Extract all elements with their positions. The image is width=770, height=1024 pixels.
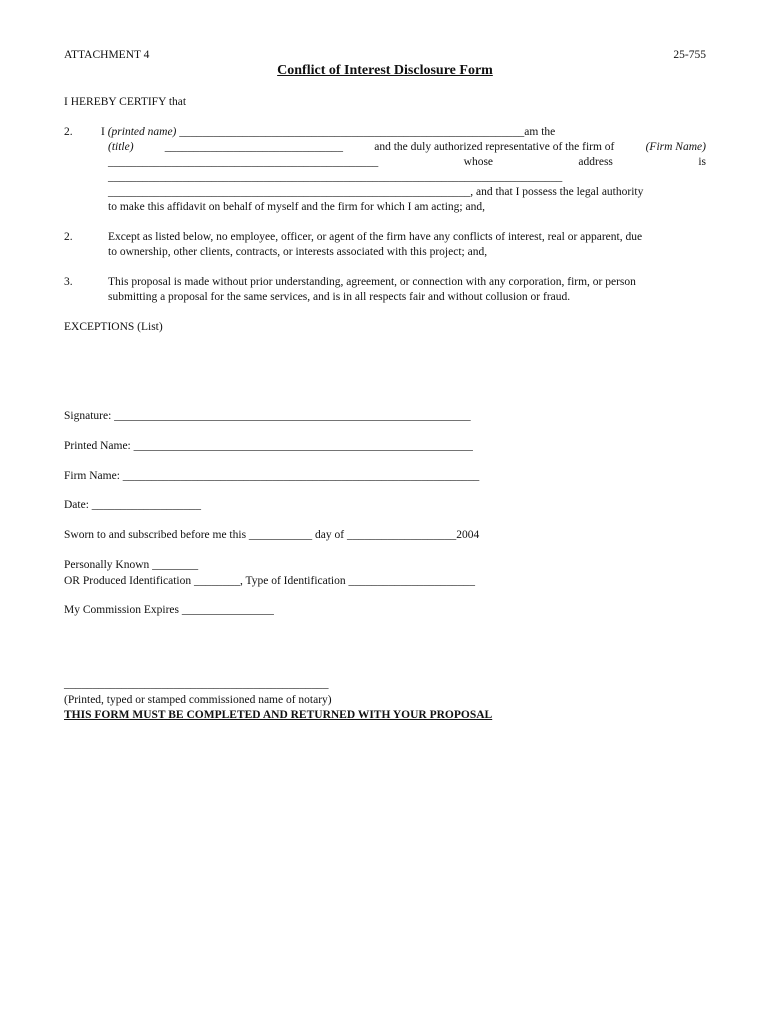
item-1-line-1: I (printed name) ____________________________________________________________am the xyxy=(101,126,556,138)
date-field[interactable]: Date: ___________________ xyxy=(64,499,202,511)
firm-name-field[interactable]: Firm Name: ______________________________________________________________ xyxy=(64,470,480,482)
notary-signature-line[interactable]: ______________________________________________ xyxy=(64,678,329,690)
personally-known-field[interactable]: Personally Known ________ xyxy=(64,559,199,571)
item-1-number: 2. xyxy=(64,126,73,138)
form-number: 25-755 xyxy=(673,49,706,61)
item-1-line-3: _______________________________________________ whose address is xyxy=(108,156,706,168)
item-3-line-2: submitting a proposal for the same services, and is in all respects fair and without collusion or fraud. xyxy=(108,291,571,303)
commission-expires-field[interactable]: My Commission Expires ________________ xyxy=(64,604,274,616)
exceptions-heading: EXCEPTIONS (List) xyxy=(64,321,163,333)
notary-caption: (Printed, typed or stamped commissioned name of notary) xyxy=(64,694,332,706)
item-2-line-1: Except as listed below, no employee, officer, or agent of the firm have any conflicts of interest, real or apparent, due xyxy=(108,231,643,243)
item-2-number: 2. xyxy=(64,231,73,243)
signature-field[interactable]: Signature: ______________________________________________________________ xyxy=(64,410,471,422)
item-2-line-2: to ownership, other clients, contracts, or interests associated with this project; and, xyxy=(108,246,488,258)
printed-name-field[interactable]: Printed Name: ___________________________________________________________ xyxy=(64,440,473,452)
footer-notice: THIS FORM MUST BE COMPLETED AND RETURNED WITH YOUR PROPOSAL xyxy=(64,709,493,721)
produced-identification-field[interactable]: OR Produced Identification ________, Type of Identification ______________________ xyxy=(64,575,476,587)
certify-statement: I HEREBY CERTIFY that xyxy=(64,96,187,108)
item-1-line-4: _______________________________________________________________________________ xyxy=(108,171,563,183)
item-1-line-2: (title) _______________________________ and the duly authorized representative of the firm of (Firm Name) xyxy=(108,141,706,153)
item-1-line-5: _______________________________________________________________, and that I possess the legal authority xyxy=(108,186,644,198)
sworn-statement[interactable]: Sworn to and subscribed before me this ___________ day of ___________________2004 xyxy=(64,529,480,541)
item-1-line-6: to make this affidavit on behalf of myself and the firm for which I am acting; and, xyxy=(108,201,485,213)
item-3-number: 3. xyxy=(64,276,73,288)
page-title: Conflict of Interest Disclosure Form xyxy=(277,63,493,78)
item-3-line-1: This proposal is made without prior understanding, agreement, or connection with any corporation, firm, or person xyxy=(108,276,636,288)
attachment-label: ATTACHMENT 4 xyxy=(64,49,150,61)
